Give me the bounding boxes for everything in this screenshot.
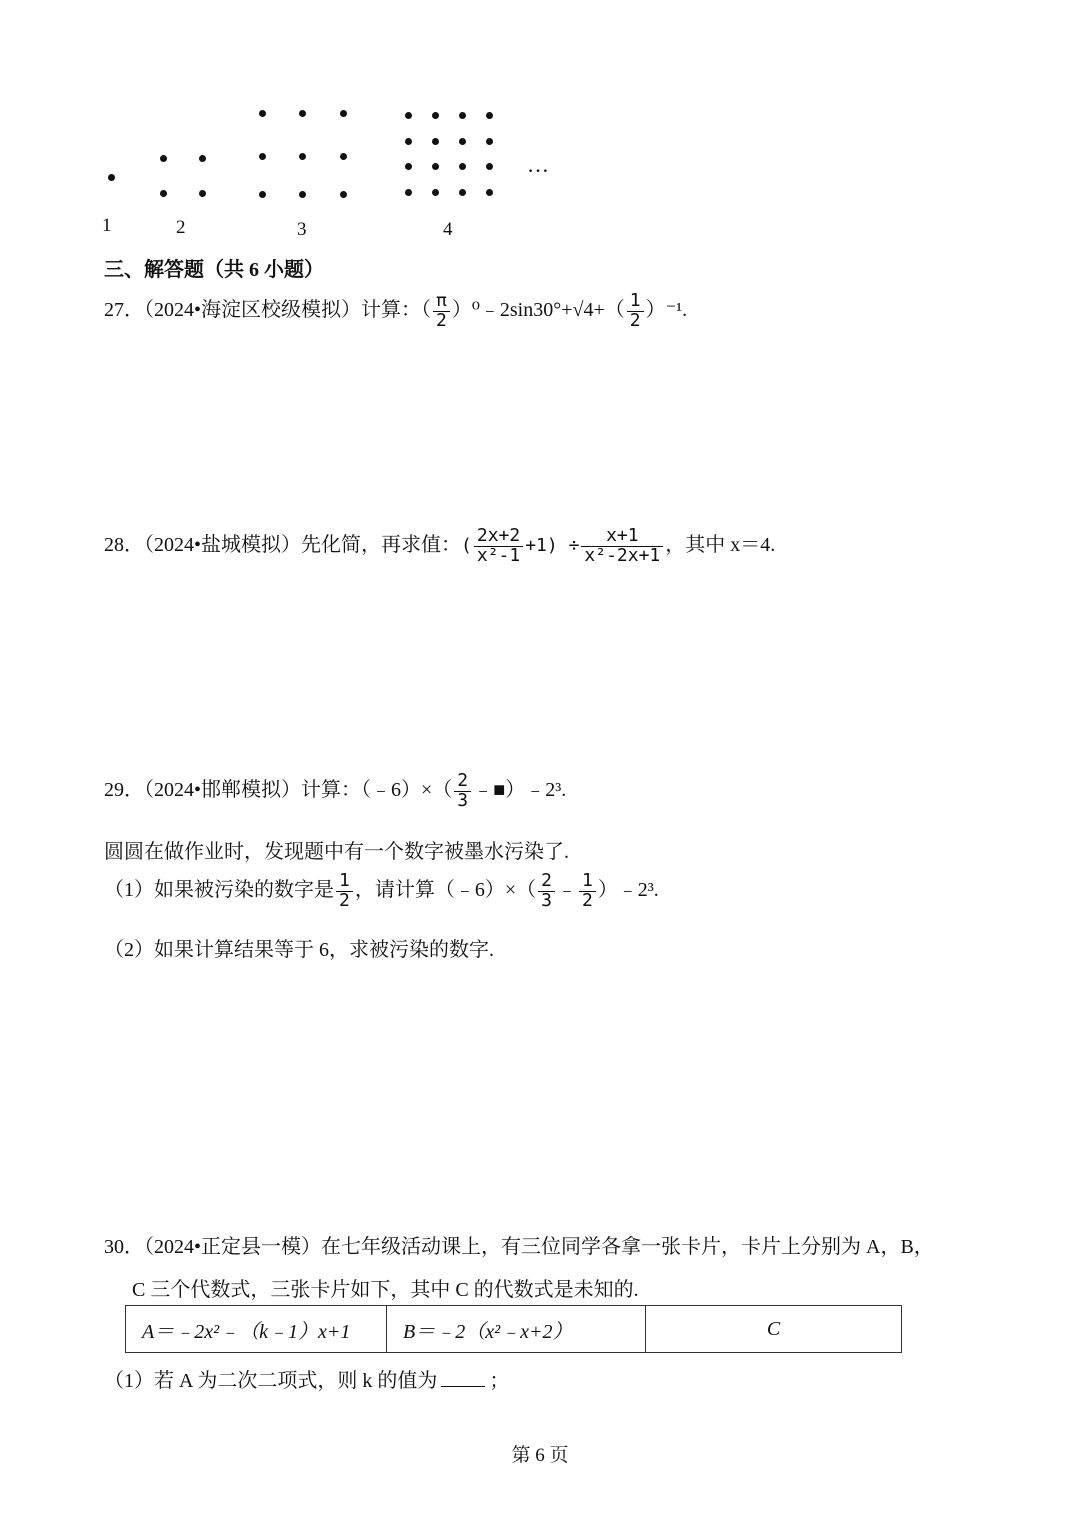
- card-b: B＝﹣2（x²﹣x+2）: [387, 1306, 646, 1353]
- q29-context: 圆圆在做作业时，发现题中有一个数字被墨水污染了.: [104, 841, 569, 863]
- card-c: C: [646, 1306, 902, 1353]
- dot: [459, 138, 466, 145]
- dot: [432, 163, 439, 170]
- q27-prefix: 27．（2024•海淀区校级模拟）计算：（: [104, 298, 432, 321]
- figure-label: 1: [102, 215, 112, 236]
- dot: [299, 110, 306, 117]
- fraction-1: $\frac{2x+2}{\text{x²-1}}$: [474, 527, 523, 566]
- answer-blank[interactable]: [441, 1386, 485, 1387]
- one-half-fraction: $\frac{1}{2}$: [627, 292, 644, 331]
- dot: [405, 163, 412, 170]
- q29-part-2: （2）如果计算结果等于 6，求被污染的数字.: [104, 939, 494, 961]
- figure-label: 3: [297, 219, 307, 240]
- two-thirds-fraction: $\frac{2}{3}$: [454, 772, 471, 811]
- q29-part-1: （1）如果被污染的数字是 $\frac{1}{2}$ ，请计算（﹣6）×（ $\frac{2}{3}$ ﹣ $\frac{1}{2}$ ）﹣2³.: [104, 870, 659, 911]
- dot: [259, 153, 266, 160]
- q30-part-1: （1）若 A 为二次二项式，则 k 的值为 ；: [104, 1370, 510, 1392]
- dot: [432, 189, 439, 196]
- dot: [199, 190, 206, 197]
- q30-line-1: 30．（2024•正定县一模）在七年级活动课上，有三位同学各拿一张卡片，卡片上分别为 A，B，: [104, 1236, 934, 1258]
- cards-table: [125, 1305, 902, 1353]
- dot: [340, 191, 347, 198]
- page-footer: 第 6 页: [511, 1445, 569, 1466]
- q30-line-2: C 三个代数式，三张卡片如下，其中 C 的代数式是未知的.: [132, 1279, 639, 1301]
- pi-over-2-fraction: $\frac{\pi}{2}$: [433, 292, 450, 331]
- fraction-2: $\frac{x+1}{\text{x²-2x+1}}$: [581, 527, 663, 566]
- figure-label: 4: [443, 219, 453, 240]
- q28-suffix: ，其中 x＝4.: [665, 533, 776, 556]
- ellipsis: …: [527, 152, 549, 177]
- question-29: 29．（2024•邯郸模拟）计算：（﹣6）×（ $\frac{2}{3}$ ﹣■）﹣2³.: [104, 770, 567, 811]
- dot: [486, 189, 493, 196]
- question-27: 27．（2024•海淀区校级模拟）计算：（ $\frac{\pi}{2}$ ）⁰﹣2sin30°+√4+（ $\frac{1}{2}$ ）⁻¹.: [104, 290, 688, 331]
- section-title: 三、解答题（共 6 小题）: [104, 259, 324, 281]
- fraction: $\frac{2}{3}$: [538, 872, 555, 911]
- q27-mid: ）⁰﹣2sin30°+: [451, 298, 573, 321]
- dot: [405, 189, 412, 196]
- dot: [299, 153, 306, 160]
- dot: [432, 112, 439, 119]
- question-28: 28．（2024•盐城模拟）先化简，再求值：( $\frac{2x+2}{\text{x²-1}}$ +1) ÷ $\frac{x+1}{\text{x²-2x+1}}$ ，其中 x＝4.: [104, 525, 776, 566]
- dot: [459, 112, 466, 119]
- dot: [340, 110, 347, 117]
- dot: [405, 112, 412, 119]
- dot: [259, 110, 266, 117]
- dot: [108, 174, 115, 181]
- dot: [199, 155, 206, 162]
- figure-label: 2: [176, 217, 186, 238]
- dot: [486, 112, 493, 119]
- dot: [459, 163, 466, 170]
- dot: [486, 163, 493, 170]
- sqrt-4: √4: [572, 298, 594, 321]
- dot: [459, 189, 466, 196]
- dot: [486, 138, 493, 145]
- dot: [160, 190, 167, 197]
- dot: [299, 191, 306, 198]
- card-a: A＝﹣2x²﹣（k﹣1）x+1: [126, 1306, 387, 1353]
- fraction: $\frac{1}{2}$: [579, 872, 596, 911]
- dot: [432, 138, 439, 145]
- dot: [259, 191, 266, 198]
- dot: [340, 153, 347, 160]
- dot: [405, 138, 412, 145]
- dot: [160, 155, 167, 162]
- q28-prefix: 28．（2024•盐城模拟）先化简，再求值：: [104, 533, 462, 556]
- fraction: $\frac{1}{2}$: [336, 872, 353, 911]
- q27-end: ）⁻¹.: [645, 298, 688, 321]
